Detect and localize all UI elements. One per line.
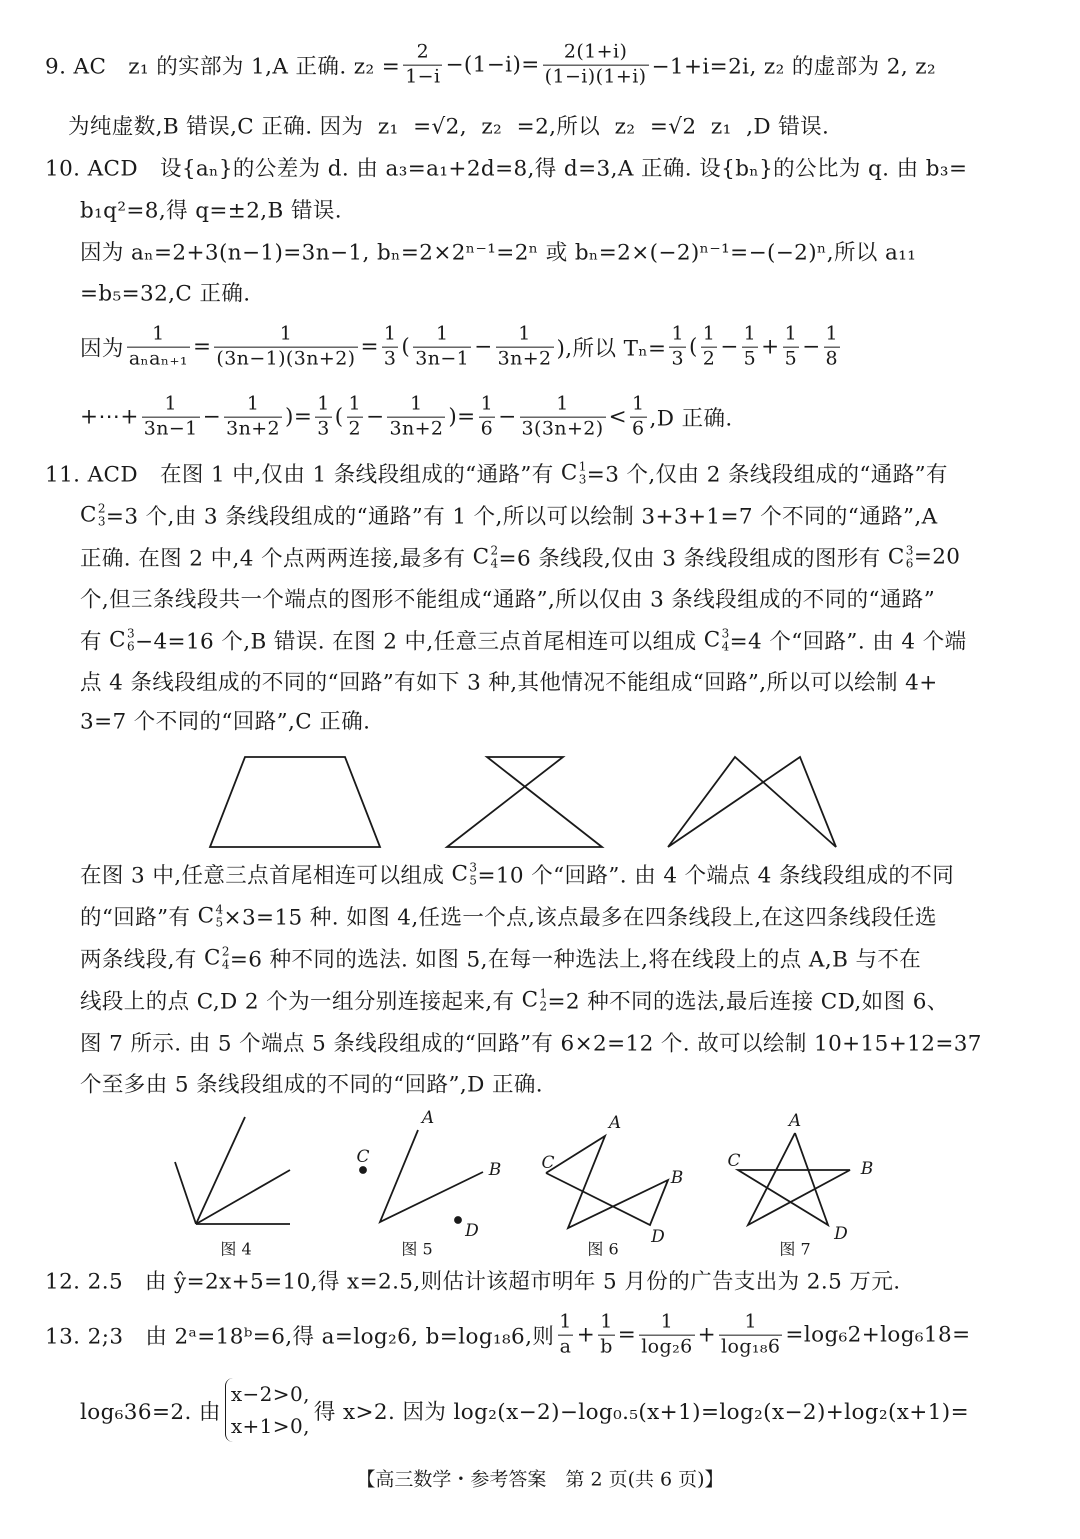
text-segment: + [761, 334, 780, 360]
text-segment: 10. ACD 设{aₙ}的公差为 d. 由 a₃=a₁+2d=8,得 d=3,A 正确. 设{bₙ}的公比为 q. 由 b₃= [45, 156, 968, 182]
denominator: 3n+2 [389, 417, 444, 440]
denominator: 1−i [405, 65, 441, 88]
text-segment: −(1−i)= [445, 52, 540, 78]
text-segment: =6 种不同的选法. 如图 5,在每一种选法上,将在线段上的点 A,B 与不在 [229, 947, 922, 973]
denominator: 3 [317, 417, 330, 440]
text-segment: − [720, 334, 739, 360]
numerator: 1 [743, 322, 757, 345]
numerator: 1 [632, 392, 645, 415]
numerator: 1 [435, 322, 449, 345]
text-segment: =20 [913, 544, 961, 570]
numerator: 1 [410, 392, 423, 415]
denominator: aₙaₙ₊₁ [128, 347, 188, 370]
text-segment: < [608, 404, 627, 430]
text-segment: =10 个“回路”. 由 4 个端点 4 条线段组成的不同 [477, 863, 955, 889]
text-segment: 个至多由 5 条线段组成的不同的“回路”,D 正确. [80, 1072, 543, 1098]
point-label-c: C [541, 1153, 555, 1173]
combination: C 3 6 [887, 543, 914, 570]
superscript: 3 [127, 626, 136, 641]
text-segment: =3 个,仅由 2 条线段组成的“通路”有 [586, 462, 948, 488]
combination: C 3 6 [109, 626, 136, 653]
denominator: 6 [480, 417, 494, 440]
text-segment: − [202, 404, 222, 430]
numerator: 1 [744, 1310, 757, 1333]
point-label-d: D [465, 1221, 479, 1241]
denominator: b [600, 1335, 613, 1358]
numerator: 1 [152, 322, 165, 345]
text-segment: 得 x>2. 因为 log₂(x−2)−log₀.₅(x+1)=log₂(x−2)+log₂(x+1)= [313, 1399, 969, 1425]
text-segment: =log₆2+log₆18= [785, 1322, 971, 1348]
subscript: 2 [539, 999, 548, 1013]
denominator: 2 [348, 417, 362, 440]
numerator: 1 [518, 322, 531, 345]
denominator: 5 [743, 347, 757, 370]
figure-7 [738, 1133, 850, 1225]
point-label-a: A [788, 1111, 802, 1131]
superscript: 2 [490, 543, 499, 558]
point-label-b: B [488, 1160, 502, 1180]
subscript: 4 [221, 957, 230, 971]
text-segment: 线段上的点 C,D 2 个为一组分别连接起来,有 [80, 989, 522, 1015]
denominator: (3n−1)(3n+2) [216, 347, 356, 370]
point-label-b: B [670, 1168, 684, 1188]
text-segment: 9. AC z₁ 的实部为 1,A 正确. z₂ = [45, 54, 401, 80]
point-label-a: A [421, 1108, 435, 1128]
inequality: x+1>0, [230, 1414, 310, 1438]
subscript: 5 [215, 915, 224, 929]
text-segment: 11. ACD 在图 1 中,仅由 1 条线段组成的“通路”有 [45, 462, 561, 488]
subscript: 3 [578, 472, 587, 486]
figure-trapezoid [210, 757, 380, 847]
text-segment: 12. 2.5 由 ŷ=2x+5=10,得 x=2.5,则估计该超市明年 5 月份的广告支出为 2.5 万元. [45, 1269, 901, 1295]
denominator: 3n−1 [143, 417, 198, 440]
text-segment: − [366, 404, 385, 430]
text-segment: ×3=15 种. 如图 4,任选一个点,该点最多在四条线段上,在这四条线段任选 [223, 905, 937, 931]
subscript: 5 [469, 873, 478, 887]
numerator: 1 [383, 322, 397, 345]
subscript: 4 [490, 556, 499, 570]
numerator: 1 [600, 1310, 613, 1333]
text-segment: 个,但三条线段共一个端点的图形不能组成“通路”,所以仅由 3 条线段组成的不同的“通路” [80, 587, 936, 613]
numerator: 1 [164, 392, 177, 415]
denominator: log₁₈6 [721, 1335, 781, 1358]
text-segment: ),所以 Tₙ= [556, 336, 667, 362]
text-segment: )= [285, 404, 313, 430]
superscript: 1 [539, 986, 548, 1001]
denominator: 3n+2 [497, 347, 552, 370]
subscript: 6 [127, 639, 136, 653]
text-segment: 的“回路”有 [80, 905, 198, 931]
text-segment: − [802, 334, 821, 360]
text-segment: =6 条线段,仅由 3 条线段组成的图形有 [498, 546, 888, 572]
point-label-a: A [608, 1113, 622, 1133]
page-footer: 【高三数学・参考答案 第 2 页(共 6 页)】 [356, 1468, 724, 1491]
text-segment: ( [334, 404, 344, 430]
text-segment: 为纯虚数,B 错误,C 正确. 因为 z₁ =√2, z₂ =2,所以 z₂ =√2 z₁ ,D 错误. [68, 114, 830, 140]
text-segment: 因为 aₙ=2+3(n−1)=3n−1, bₙ=2×2ⁿ⁻¹=2ⁿ 或 bₙ=2×(−2)ⁿ⁻¹=−(−2)ⁿ,所以 a₁₁ [80, 240, 917, 266]
text-segment: +⋯+ [80, 404, 139, 430]
numerator: 1 [480, 392, 494, 415]
denominator: 3n−1 [415, 347, 470, 370]
combination: C 2 3 [80, 501, 106, 528]
figure-caption: 图 5 [401, 1239, 433, 1259]
combination: C 4 5 [197, 902, 224, 929]
subscript: 3 [97, 514, 106, 528]
subscript: 4 [721, 639, 730, 653]
combination: C 2 4 [203, 944, 230, 971]
combination: C 3 5 [451, 860, 478, 887]
combination: C 1 2 [521, 986, 548, 1013]
point-label-c: C [727, 1151, 741, 1171]
figure-4 [175, 1117, 290, 1224]
text-segment: =b₅=32,C 正确. [80, 281, 251, 307]
combination: C 1 3 [560, 459, 587, 486]
denominator: 6 [632, 417, 645, 440]
denominator: 8 [825, 347, 838, 370]
denominator: 5 [784, 347, 798, 370]
denominator: 3 [383, 347, 397, 370]
point-label-d: D [834, 1224, 848, 1244]
subscript: 6 [905, 556, 914, 570]
numerator: 1 [702, 322, 716, 345]
figure-caption: 图 6 [587, 1239, 619, 1259]
text-segment: log₆36=2. 由 [80, 1399, 221, 1425]
superscript: 1 [578, 459, 587, 474]
text-segment: − [474, 334, 493, 360]
text-segment: −4=16 个,B 错误. 在图 2 中,任意三点首尾相连可以组成 [135, 629, 704, 655]
combination: C 2 4 [472, 543, 499, 570]
figure-hourglass [447, 757, 602, 847]
figure-caption: 图 7 [779, 1239, 811, 1259]
superscript: 3 [469, 860, 478, 875]
numerator: 1 [825, 322, 838, 345]
numerator: 1 [671, 322, 684, 345]
denominator: 3(3n+2) [521, 417, 604, 440]
numerator: 1 [317, 392, 330, 415]
numerator: 2(1+i) [563, 40, 628, 63]
figure-caption: 图 4 [220, 1239, 252, 1259]
text-segment: − [498, 404, 517, 430]
point-label-d: D [651, 1227, 665, 1247]
text-segment: 有 [80, 629, 110, 655]
text-segment: 在图 3 中,任意三点首尾相连可以组成 [80, 863, 452, 889]
text-segment: )= [448, 404, 476, 430]
text-segment: = [360, 334, 379, 360]
text-segment: 两条线段,有 [80, 947, 204, 973]
figure-5 [360, 1130, 483, 1223]
text-segment: + [697, 1322, 716, 1348]
figure-6 [546, 1136, 668, 1228]
text-segment: 正确. 在图 2 中,4 个点两两连接,最多有 [80, 546, 473, 572]
text-segment: =3 个,由 3 条线段组成的“通路”有 1 个,所以可以绘制 3+3+1=7 个不同的“通路”,A [105, 504, 938, 530]
denominator: (1−i)(1+i) [544, 65, 647, 88]
point-label-c: C [356, 1147, 370, 1167]
text-segment: b₁q²=8,得 q=±2,B 错误. [80, 198, 342, 224]
text-segment: = [617, 1322, 637, 1348]
numerator: 1 [660, 1310, 674, 1333]
denominator: a [559, 1335, 572, 1358]
text-segment: + [576, 1322, 596, 1348]
superscript: 3 [905, 543, 914, 558]
numerator: 1 [556, 392, 569, 415]
text-segment: 3=7 个不同的“回路”,C 正确. [80, 709, 371, 735]
text-segment: 因为 [80, 336, 124, 362]
text-segment: =2 种不同的选法,最后连接 CD,如图 6、 [547, 989, 949, 1015]
text-segment: −1+i=2i, z₂ 的虚部为 2, z₂ [651, 54, 937, 80]
denominator: 3n+2 [226, 417, 281, 440]
denominator: 2 [702, 347, 716, 370]
numerator: 1 [559, 1310, 572, 1333]
numerator: 1 [246, 392, 260, 415]
text-segment: ,D 正确. [649, 406, 733, 432]
numerator: 2 [416, 40, 430, 63]
superscript: 2 [221, 944, 230, 959]
numerator: 1 [279, 322, 293, 345]
denominator: 3 [671, 347, 684, 370]
text-segment: 点 4 条线段组成的不同的“回路”有如下 3 种,其他情况不能组成“回路”,所以可以绘制 4+ [80, 670, 938, 696]
superscript: 3 [721, 626, 730, 641]
numerator: 1 [784, 322, 798, 345]
text-segment: = [192, 334, 212, 360]
figure-bowtie [668, 757, 836, 847]
superscript: 4 [215, 902, 224, 917]
text-segment: =4 个“回路”. 由 4 个端 [729, 629, 967, 655]
superscript: 2 [97, 501, 106, 516]
combination: C 3 4 [703, 626, 730, 653]
text-segment: 13. 2;3 由 2ᵃ=18ᵇ=6,得 a=log₂6, b=log₁₈6,则 [45, 1324, 555, 1350]
text-segment: 图 7 所示. 由 5 个端点 5 条线段组成的“回路”有 6×2=12 个. 故可以绘制 10+15+12=37 [80, 1031, 982, 1057]
numerator: 1 [348, 392, 362, 415]
denominator: log₂6 [641, 1335, 693, 1358]
text-segment: ( [688, 334, 698, 360]
text-segment: ( [401, 334, 411, 360]
inequality: x−2>0, [230, 1382, 310, 1406]
point-label-b: B [860, 1159, 874, 1179]
